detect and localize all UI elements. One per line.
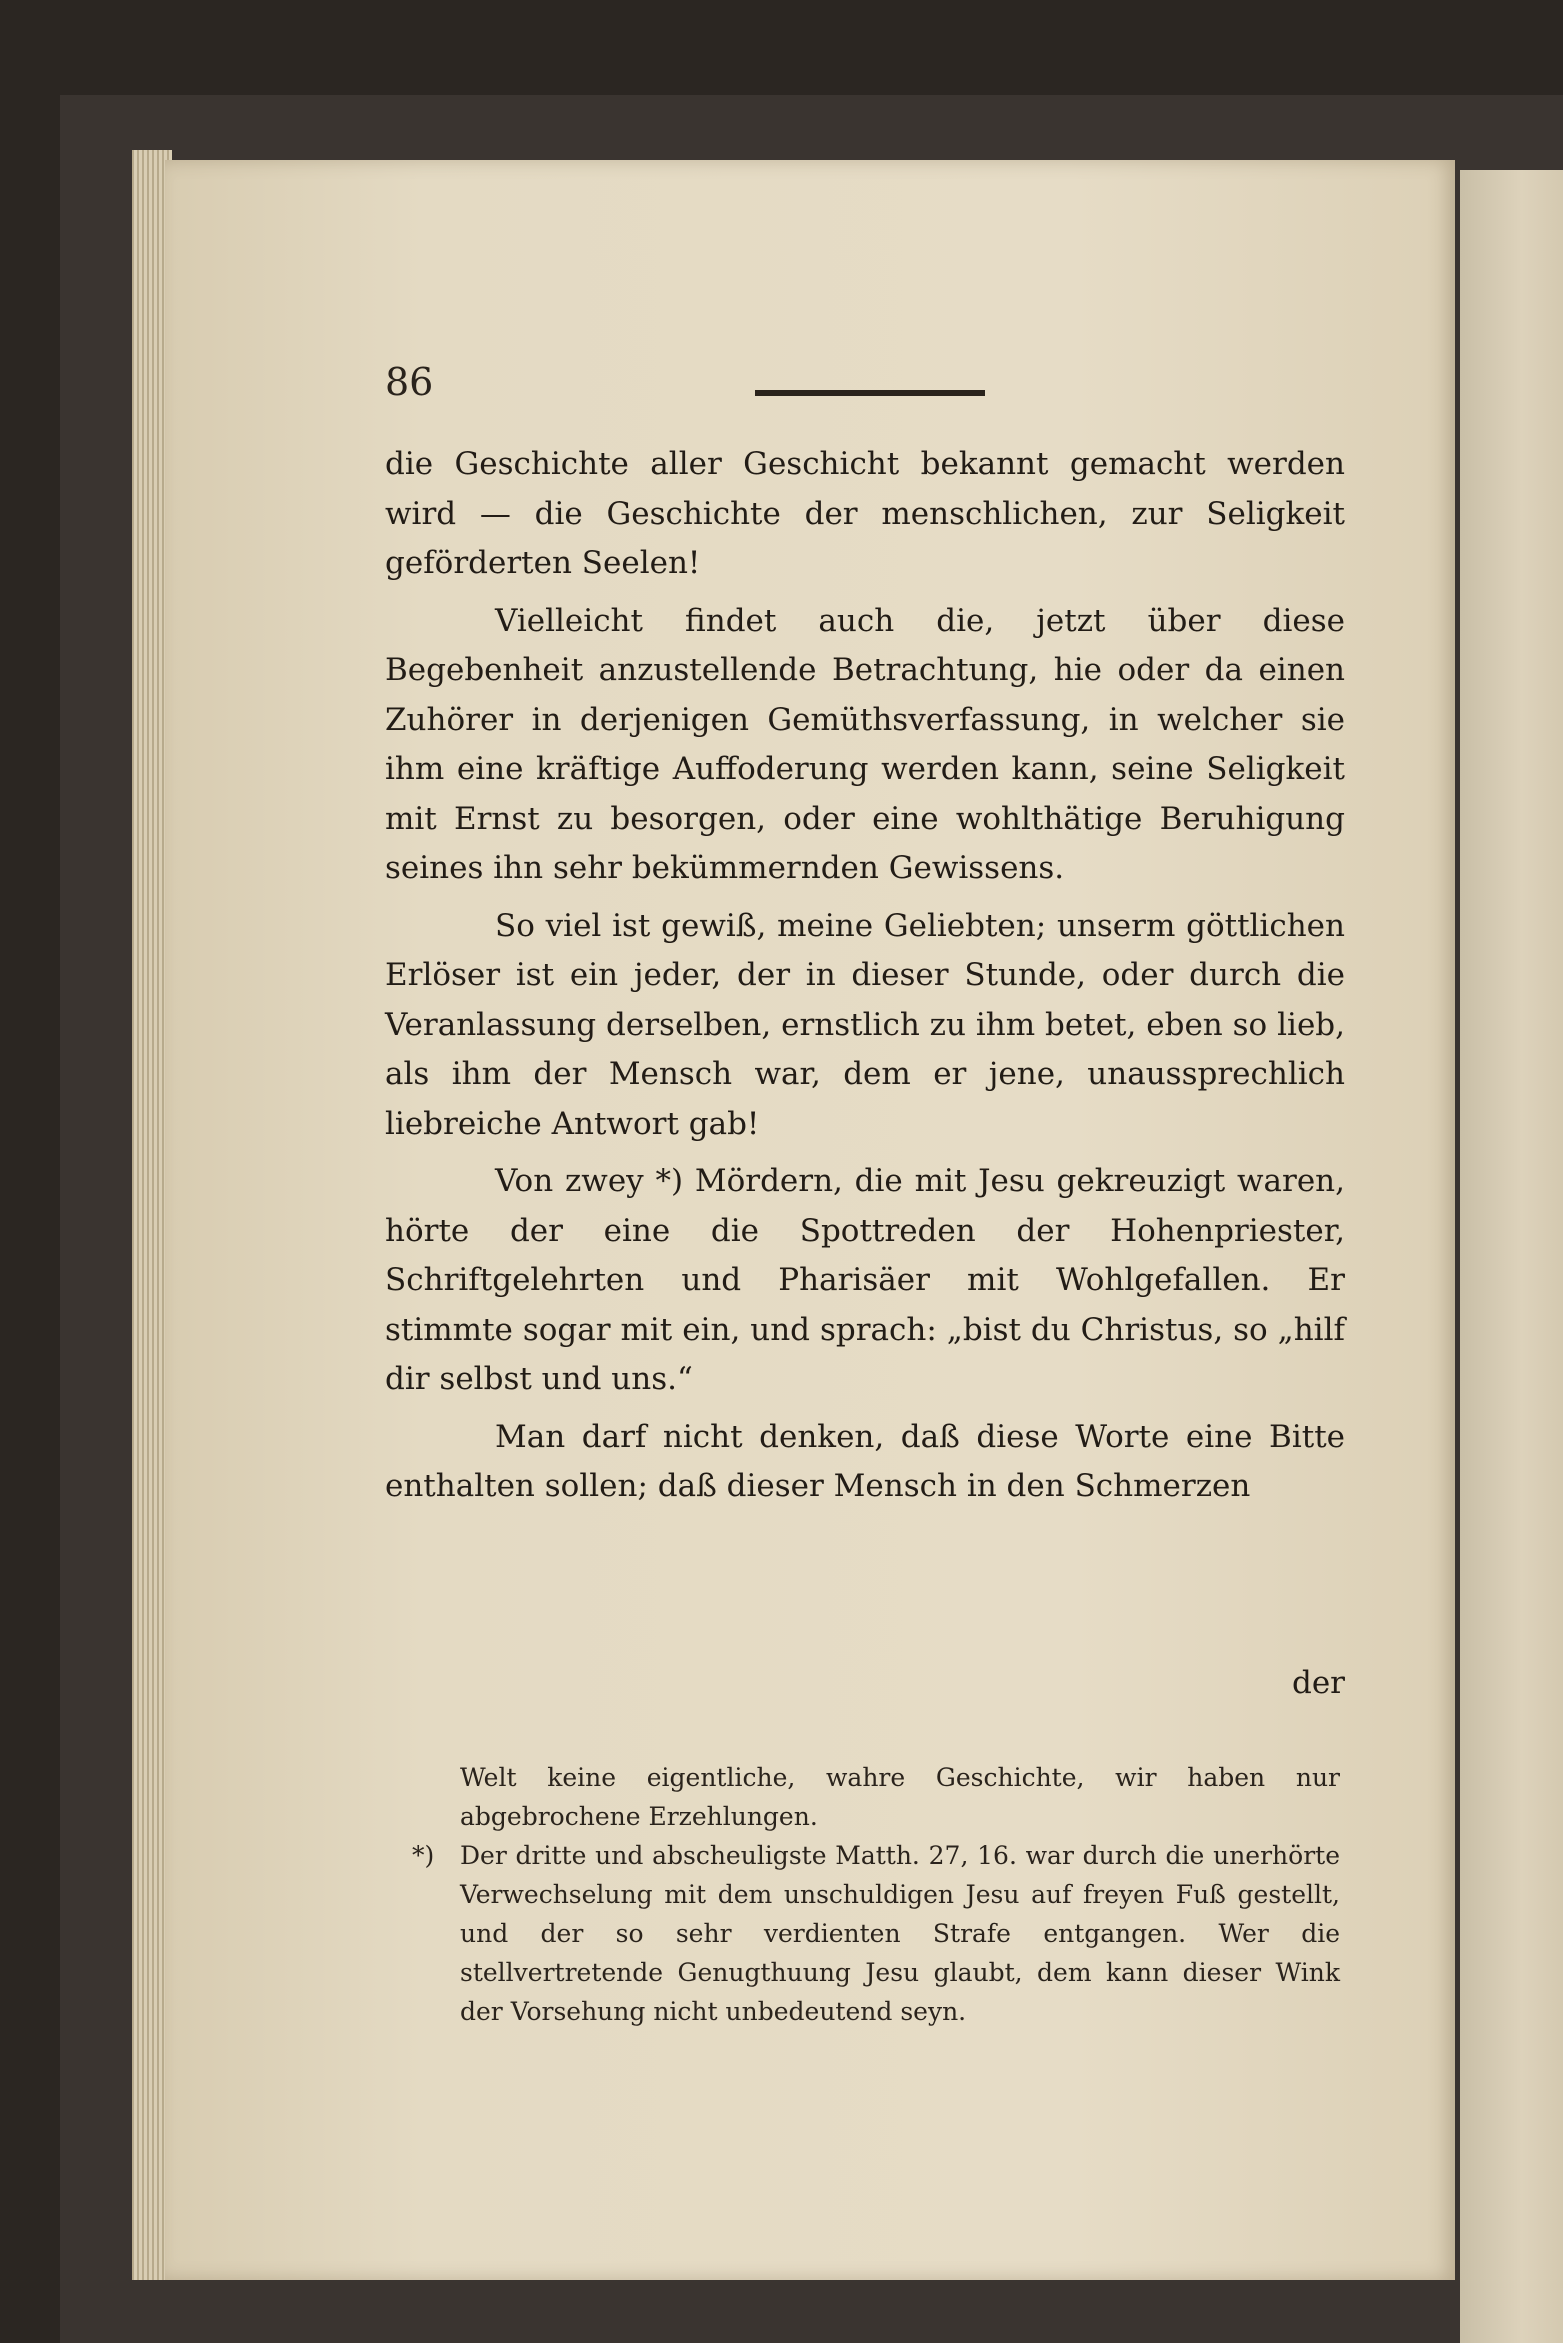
footnotes xyxy=(412,1758,1340,2031)
main-text xyxy=(385,440,1345,1512)
footnote-continuation: Welt keine eigentliche, wahre Geschichte, wir haben nur abgebrochene Erzehlungen. xyxy=(460,1763,1340,1831)
paragraph-continuation: die Geschichte aller Geschicht bekannt gemacht werden wird — die Geschichte der menschlichen, zur Seligkeit geförderten Seelen! xyxy=(385,446,1345,581)
header-ornament-rule xyxy=(755,390,985,396)
paragraph: Vielleicht findet auch die, jetzt über diese Begebenheit anzustellende Betrachtung, hie oder da einen Zuhörer in derjenigen Gemüthsverfassung, in welcher sie ihm eine kräftige Auffoderung werden kann, seine Seligkeit mit Ernst zu besorgen, oder eine wohlthätige Beruhigung seines ihn sehr bekümmernden Gewissens. xyxy=(385,602,1345,886)
page-header xyxy=(385,360,1345,420)
paragraph: Man darf nicht denken, daß diese Worte eine Bitte enthalten sollen; daß dieser Mensch in den Schmerzen xyxy=(385,1418,1345,1504)
footnote xyxy=(412,1836,1340,2031)
paragraph: So viel ist gewiß, meine Geliebten; unserm göttlichen Erlöser ist ein jeder, der in dieser Stunde, oder durch die Veranlassung derselben, ernstlich zu ihm betet, eben so lieb, als ihm der Mensch war, dem er jene, unaussprechlich liebreiche Antwort gab! xyxy=(385,907,1345,1142)
facing-page-edge xyxy=(1460,170,1563,2343)
page-number: 86 xyxy=(385,360,434,404)
footnote-mark: *) xyxy=(412,1841,435,1870)
paragraph: Von zwey *) Mördern, die mit Jesu gekreuzigt waren, hörte der eine die Spottreden der Hohenpriester, Schriftgelehrten und Pharisäer mit Wohlgefallen. Er stimmte sogar mit ein, und sprach: „bist du Christus, so „hilf dir selbst und uns.“ xyxy=(385,1163,1345,1397)
footnote-text: Der dritte und abscheuligste Matth. 27, 16. war durch die unerhörte Verwechselung mit dem unschuldigen Jesu auf freyen Fuß gestellt, und der so sehr verdienten Strafe entgangen. Wer die stellvertretende Genugthuung Jesu glaubt, dem kann dieser Wink der Vorsehung nicht unbedeutend seyn. xyxy=(460,1841,1340,2026)
catchword: der xyxy=(1291,1665,1345,1701)
